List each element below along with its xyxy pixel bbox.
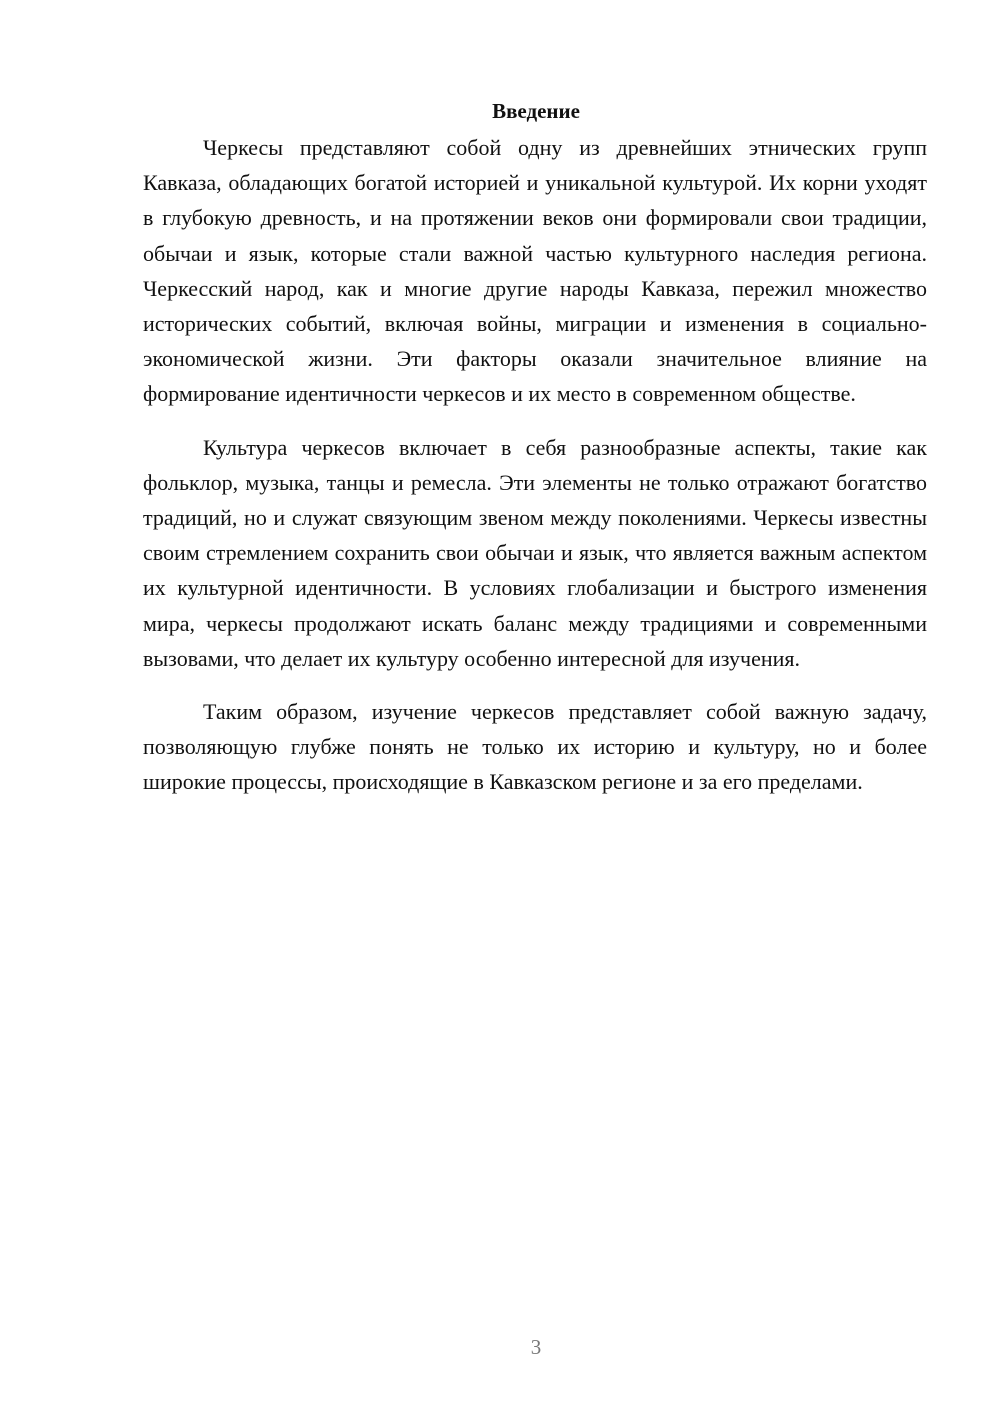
paragraph-2: Культура черкесов включает в себя разнообразные аспекты, такие как фольклор, музыка, танцы и ремесла. Эти элементы не только отражают богатство традиций, но и служат связующим звеном между поколениями. Черкесы известны своим стремлением сохранить свои обычаи и язык, что является важным аспектом их культурной идентичности. В условиях глобализации и быстрого изменения мира, черкесы продолжают искать баланс между традициями и современными вызовами, что делает их культуру особенно интересной для изучения.: [143, 434, 927, 671]
page-number: 3: [530, 1335, 542, 1359]
paragraph-3: Таким образом, изучение черкесов представляет собой важную задачу, позволяющую глубже понять не только их историю и культуру, но и более широкие процессы, происходящие в Кавказском регионе и за его пределами.: [143, 699, 927, 795]
paragraph-1: Черкесы представляют собой одну из древнейших этнических групп Кавказа, обладающих богатой историей и уникальной культурой. Их корни уходят в глубокую древность, и на протяжении веков они формировали свои традиции, обычаи и язык, которые стали важной частью культурного наследия региона. Черкесский народ, как и многие другие народы Кавказа, пережил множество исторических событий, включая войны, миграции и изменения в социально-экономической жизни. Эти факторы оказали значительное влияние на формирование идентичности черкесов и их место в современном обществе.: [143, 135, 927, 407]
page-content: [143, 96, 927, 818]
section-title: Введение: [492, 99, 580, 123]
